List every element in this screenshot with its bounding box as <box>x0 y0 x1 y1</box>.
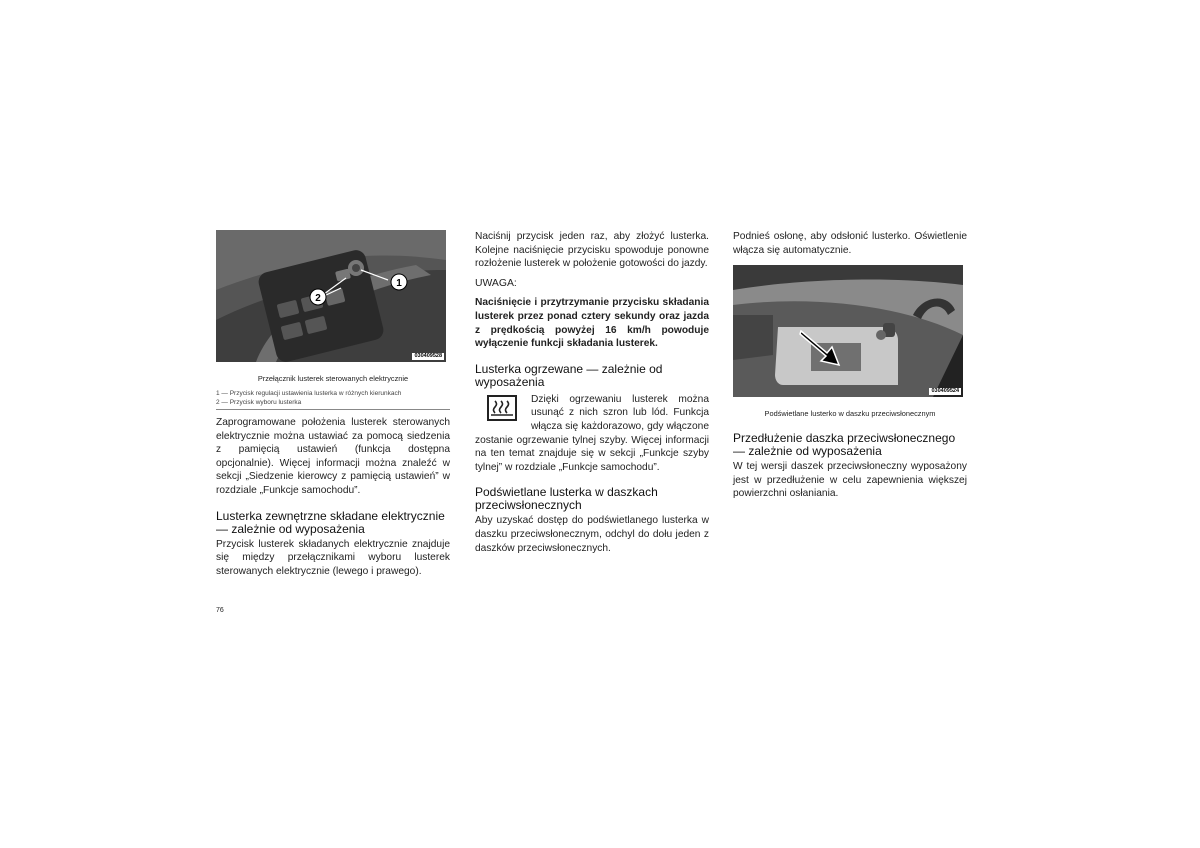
section-heading: Podświetlane lusterka w daszkach przeciwsłonecznych <box>475 485 658 513</box>
legend-item-1: 1 — Przycisk regulacji ustawienia lusterka w różnych kierunkach <box>216 390 402 397</box>
rear-defrost-icon <box>487 395 517 421</box>
column-left <box>216 230 450 578</box>
callout-2: 2 <box>315 293 321 304</box>
figure-code: 030409524 <box>931 388 959 395</box>
note-label: UWAGA: <box>475 277 517 289</box>
mirror-switch-figure <box>216 230 446 362</box>
visor-mirror-figure <box>733 265 963 397</box>
paragraph: Zaprogramowane położenia lusterek sterowanych elektrycznie można ustawiać za pomocą siedzenia z pamięcią ustawień (funkcja dostępna opcjonalnie). Więcej informacji można znaleźć w sekcji „Siedzenie kierowcy z pamięcią ustawień” w rozdziale „Funkcje samochodu”. <box>216 417 450 496</box>
legend-item-2: 2 — Przycisk wyboru lusterka <box>216 399 302 406</box>
visor-mirror-illustration <box>733 265 963 397</box>
figure-caption: Przełącznik lusterek sterowanych elektrycznie <box>257 374 409 383</box>
column-right <box>733 230 967 501</box>
section-heading: Lusterka ogrzewane — zależnie od wyposażenia <box>475 361 663 389</box>
note-text: Naciśnięcie i przytrzymanie przycisku składania lusterek przez ponad cztery sekundy oraz jazda z prędkością powyżej 16 km/h powoduje wyłączenie funkcji składania lusterek. <box>475 297 709 350</box>
figure-caption: Podświetlane lusterko w daszku przeciwsłonecznym <box>764 409 936 419</box>
column-middle <box>475 230 709 555</box>
divider <box>216 409 450 410</box>
section-heading: Przedłużenie daszka przeciwsłonecznego — zależnie od wyposażenia <box>733 431 956 459</box>
paragraph: Aby uzyskać dostęp do podświetlanego lusterka w daszku przeciwsłonecznym, odchyl do dołu jeden z daszków przeciwsłonecznych. <box>475 515 709 554</box>
paragraph: W tej wersji daszek przeciwsłoneczny wyposażony jest w przedłużenie w celu zapewnienia większej powierzchni osłaniania. <box>733 461 967 500</box>
callout-1: 1 <box>396 278 402 289</box>
page-number: 76 <box>216 607 224 614</box>
paragraph: Naciśnij przycisk jeden raz, aby złożyć lusterka. Kolejne naciśnięcie przycisku spowoduje ponowne rozłożenie lusterek w położenie gotowości do jazdy. <box>475 231 709 270</box>
mirror-switch-illustration <box>216 230 446 362</box>
paragraph: Podnieś osłonę, aby odsłonić lusterko. Oświetlenie włącza się automatycznie. <box>733 231 967 256</box>
figure-code: 030409528 <box>414 353 442 359</box>
paragraph: Przycisk lusterek składanych elektrycznie znajduje się między przełącznikami wyboru lusterek sterowanych elektrycznie (lewego i prawego). <box>216 538 450 577</box>
section-heading: Lusterka zewnętrzne składane elektrycznie — zależnie od wyposażenia <box>216 508 445 536</box>
paragraph: Dzięki ogrzewaniu lusterek można usunąć z nich szron lub lód. Funkcja włącza się każdorazowo, gdy włączone zostanie ogrzewanie tylnej szyby. Więcej informacji na ten temat znajduje się w sekcji „Funkcje szyby tylnej” w rozdziale „Funkcje samochodu”. <box>475 393 709 473</box>
